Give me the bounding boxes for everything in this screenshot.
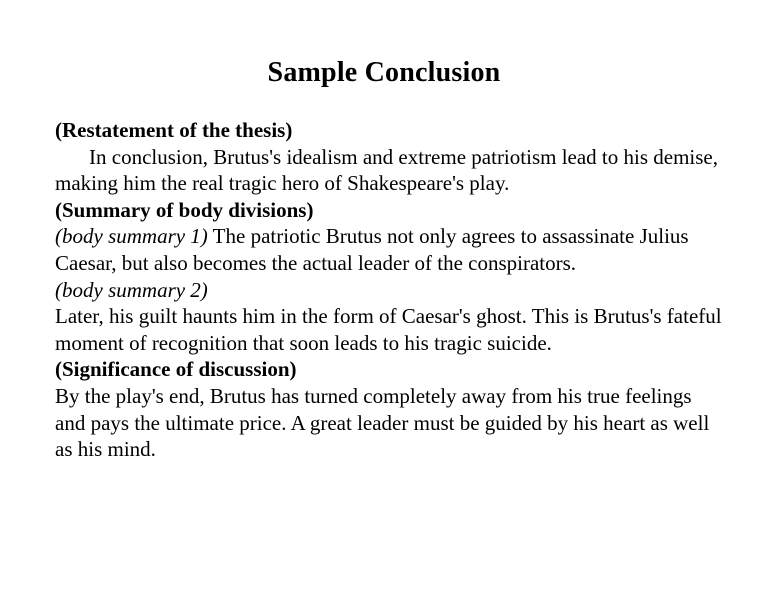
body-summary-1 bbox=[55, 223, 725, 276]
slide-body bbox=[55, 117, 725, 463]
body-summary-1-text: The patriotic Brutus not only agrees to assassinate Julius Caesar, but also becomes the actual leader of the conspirators. bbox=[55, 224, 689, 275]
significance-heading: (Significance of discussion) bbox=[55, 357, 297, 382]
significance-text: By the play's end, Brutus has turned completely away from his true feelings and pays the ultimate price. A great leader must be guided by his heart as well as his mind. bbox=[55, 383, 710, 462]
restatement-text: In conclusion, Brutus's idealism and extreme patriotism lead to his demise, making him the real tragic hero of Shakespeare's play. bbox=[55, 144, 718, 196]
body-summary-1-tag: (body summary 1) bbox=[55, 224, 208, 249]
restatement-heading: (Restatement of the thesis) bbox=[55, 118, 293, 142]
body-summary-2-text: Later, his guilt haunts him in the form of Caesar's ghost. This is Brutus's fateful moment of recognition that soon leads to his tragic suicide. bbox=[55, 304, 722, 355]
summary-heading: (Summary of body divisions) bbox=[55, 197, 314, 222]
slide-title: Sample Conclusion bbox=[267, 57, 501, 88]
body-summary-2-tag: (body summary 2) bbox=[55, 277, 208, 302]
